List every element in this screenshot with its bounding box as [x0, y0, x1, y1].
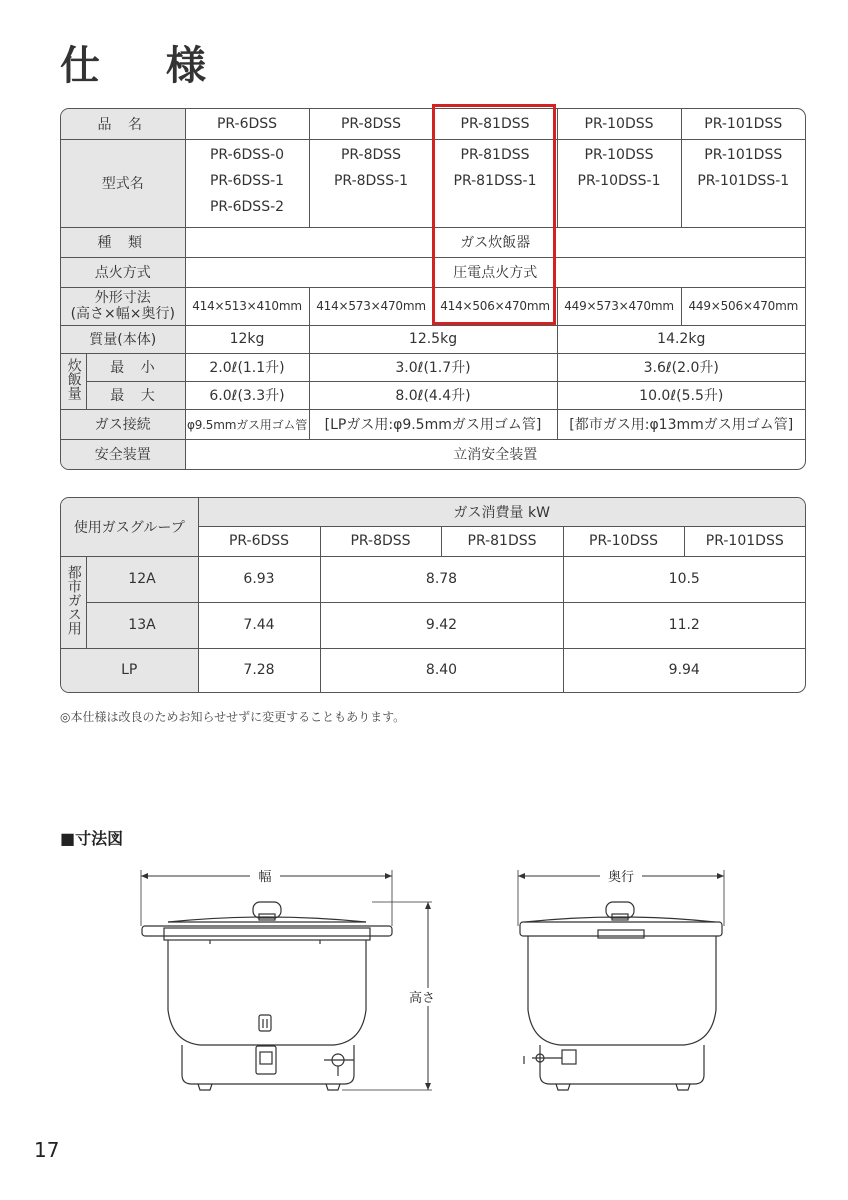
dimension-diagram	[120, 860, 740, 1100]
type-names-cell: PR-6DSS-0 PR-6DSS-1 PR-6DSS-2	[185, 139, 309, 227]
header-type-name: 型式名	[61, 139, 185, 227]
page-number: 17	[34, 1138, 60, 1162]
table-row	[61, 287, 805, 325]
front-view-drawing	[141, 866, 446, 1090]
min-cell: 3.6ℓ(2.0升)	[557, 353, 805, 381]
width-label: 幅	[258, 870, 272, 885]
model-cell: PR-101DSS	[681, 109, 805, 139]
spec-note: ◎本仕様は改良のためお知らせせずに変更することもあります。	[60, 710, 406, 724]
gas-name-cell: 13A	[86, 602, 198, 648]
max-cell: 6.0ℓ(3.3升)	[185, 381, 309, 409]
gas-value-cell: 8.78	[320, 556, 563, 602]
header-city-gas: 都市ガス用	[61, 556, 86, 648]
table-row	[61, 498, 805, 526]
header-gas-group: 使用ガスグループ	[61, 498, 198, 556]
header-cook-amount: 炊飯量	[61, 353, 86, 409]
table-row	[61, 602, 805, 648]
header-gas-connection: ガス接続	[61, 409, 185, 439]
safety-value: 立消安全装置	[185, 439, 805, 469]
gas-value-cell: 8.40	[320, 648, 563, 692]
header-min: 最 小	[86, 353, 185, 381]
model-cell: PR-81DSS	[433, 109, 557, 139]
header-product-name: 品 名	[61, 109, 185, 139]
model-cell: PR-6DSS	[198, 526, 320, 556]
table-row	[61, 257, 805, 287]
table-row	[61, 439, 805, 469]
table-row	[61, 139, 805, 227]
depth-label: 奥行	[607, 870, 635, 885]
table-row	[61, 409, 805, 439]
mass-cell: 12kg	[185, 325, 309, 353]
type-names-cell: PR-81DSS PR-81DSS-1	[433, 139, 557, 227]
table-row	[61, 353, 805, 381]
min-cell: 2.0ℓ(1.1升)	[185, 353, 309, 381]
table-row	[61, 381, 805, 409]
header-dimensions: 外形寸法 (高さ×幅×奥行)	[61, 287, 185, 325]
model-cell: PR-101DSS	[684, 526, 805, 556]
table-row	[61, 109, 805, 139]
gas-value-cell: 10.5	[563, 556, 805, 602]
header-max: 最 大	[86, 381, 185, 409]
type-names-cell: PR-101DSS PR-101DSS-1	[681, 139, 805, 227]
header-mass: 質量(本体)	[61, 325, 185, 353]
table-row	[61, 227, 805, 257]
dimension-cell: 414×506×470mm	[433, 287, 557, 325]
model-cell: PR-81DSS	[441, 526, 563, 556]
header-ignition: 点火方式	[61, 257, 185, 287]
height-label: 高さ	[408, 991, 436, 1006]
table-row	[61, 556, 805, 602]
gas-value-cell: 11.2	[563, 602, 805, 648]
gas-name-cell: LP	[61, 648, 198, 692]
dimension-cell: 414×513×410mm	[185, 287, 309, 325]
kind-value: ガス炊飯器	[185, 227, 805, 257]
model-cell: PR-8DSS	[309, 109, 433, 139]
mass-cell: 12.5kg	[309, 325, 557, 353]
gas-name-cell: 12A	[86, 556, 198, 602]
gas-value-cell: 9.42	[320, 602, 563, 648]
dimension-cell: 449×573×470mm	[557, 287, 681, 325]
header-safety: 安全装置	[61, 439, 185, 469]
gas-value-cell: 7.44	[198, 602, 320, 648]
gas-value-cell: 9.94	[563, 648, 805, 692]
model-cell: PR-8DSS	[320, 526, 441, 556]
type-names-cell: PR-8DSS PR-8DSS-1	[309, 139, 433, 227]
gas-conn-cell: [都市ガス用:φ13mmガス用ゴム管]	[557, 409, 805, 439]
ignition-value: 圧電点火方式	[185, 257, 805, 287]
dimension-cell: 414×573×470mm	[309, 287, 433, 325]
header-consumption: ガス消費量 kW	[198, 498, 805, 526]
page-title: 仕 様	[60, 43, 232, 89]
model-cell: PR-10DSS	[557, 109, 681, 139]
side-view-drawing	[518, 866, 724, 1090]
mass-cell: 14.2kg	[557, 325, 805, 353]
gas-value-cell: 7.28	[198, 648, 320, 692]
max-cell: 8.0ℓ(4.4升)	[309, 381, 557, 409]
table-row	[61, 325, 805, 353]
table-row	[61, 648, 805, 692]
max-cell: 10.0ℓ(5.5升)	[557, 381, 805, 409]
dimension-cell: 449×506×470mm	[681, 287, 805, 325]
gas-value-cell: 6.93	[198, 556, 320, 602]
model-cell: PR-10DSS	[563, 526, 684, 556]
min-cell: 3.0ℓ(1.7升)	[309, 353, 557, 381]
gas-table	[60, 497, 806, 693]
gas-conn-cell: [LPガス用:φ9.5mmガス用ゴム管]	[309, 409, 557, 439]
spec-table	[60, 108, 806, 470]
header-kind: 種 類	[61, 227, 185, 257]
type-names-cell: PR-10DSS PR-10DSS-1	[557, 139, 681, 227]
gas-conn-cell: φ9.5mmガス用ゴム管	[185, 409, 309, 439]
dimension-section-title: ■寸法図	[60, 829, 124, 848]
model-cell: PR-6DSS	[185, 109, 309, 139]
